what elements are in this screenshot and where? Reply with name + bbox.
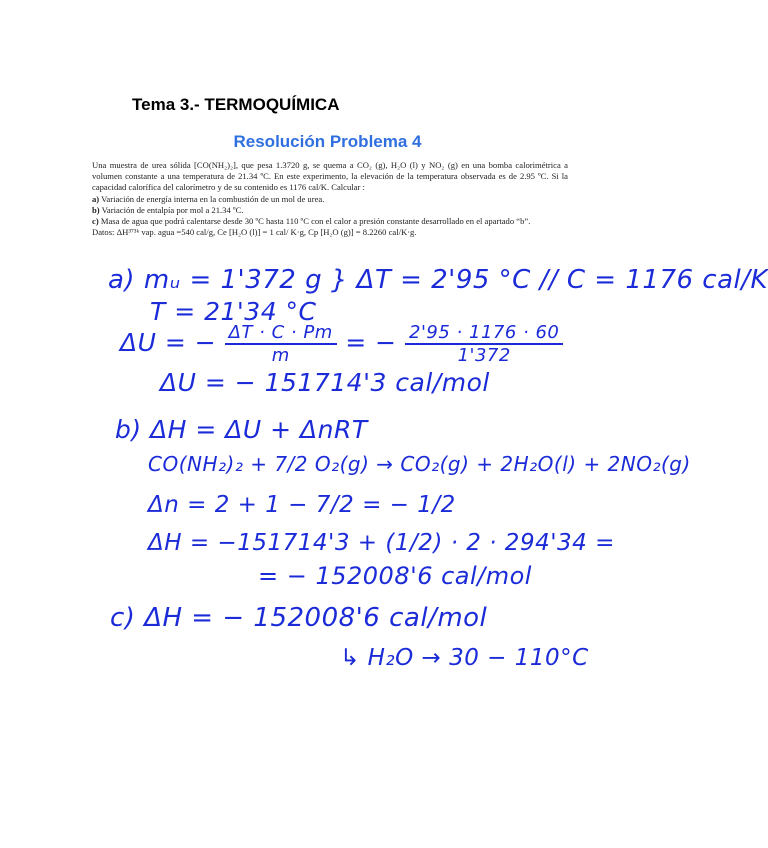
statement-intro: Una muestra de urea sólida [CO(NH₂)₂], que pesa 1.3720 g, se quema a CO₂ (g), H₂O (l) y NO₂ (g) en una bomba calorimétrica a volumen constante a una temperatura de 21.34 ºC. En este experimento, la elevación de la temperatura observada es de 2.95 ºC. Si la capacidad calorífica del calorímetro y de su contenido es 1176 cal/K. Calcular : [92,160,568,193]
problem-title: Resolución Problema 4 [233,132,422,151]
hw-line-du-formula: ΔU = − $\frac{\Delta T \cdot C \cdot Pm}{m}$ = − $\frac{2'95 \cdot 1176 \cdot 60}{1'372}$ [120,322,563,366]
problem-statement [92,160,568,238]
hw-line-b-equation: b) ΔH = ΔU + ΔnRT [115,415,368,444]
hw-line-reaction: CO(NH₂)₂ + 7/2 O₂(g) → CO₂(g) + 2H₂O(l) + 2NO₂(g) [148,452,691,476]
hw-line-dh-calc: ΔH = −151714'3 + (1/2) · 2 · 294'34 = [148,530,615,556]
question-a: a) Variación de energía interna en la combustión de un mol de urea. [92,193,325,204]
hw-line-a-data: a) mᵤ = 1'372 g } ΔT = 2'95 °C // C = 1176 cal/K [108,265,768,295]
hw-line-water: ↳ H₂O → 30 − 110°C [340,645,589,671]
question-c: c) Masa de agua que podrá calentarse desde 30 ºC hasta 110 ºC con el calor a presión constante desarrollado en el apartado “b”. [92,216,531,227]
hw-line-temperature: T = 21'34 °C [150,297,317,326]
hw-line-dh-result: = − 152008'6 cal/mol [258,562,532,590]
hw-line-delta-n: Δn = 2 + 1 − 7/2 = − 1/2 [148,492,456,518]
topic-title: Tema 3.- TERMOQUÍMICA [132,95,340,114]
hw-line-c: c) ΔH = − 152008'6 cal/mol [110,603,488,633]
hw-line-du-result: ΔU = − 151714'3 cal/mol [160,368,490,397]
given-data: Datos: ΔH³⁷³ᵏ vap. agua =540 cal/g, Ce [H₂O (l)] = 1 cal/ K·g, Cp [H₂O (g)] = 8.2260 cal/K·g. [92,227,417,238]
question-b: b) Variación de entalpía por mol a 21.34 ºC. [92,204,244,215]
